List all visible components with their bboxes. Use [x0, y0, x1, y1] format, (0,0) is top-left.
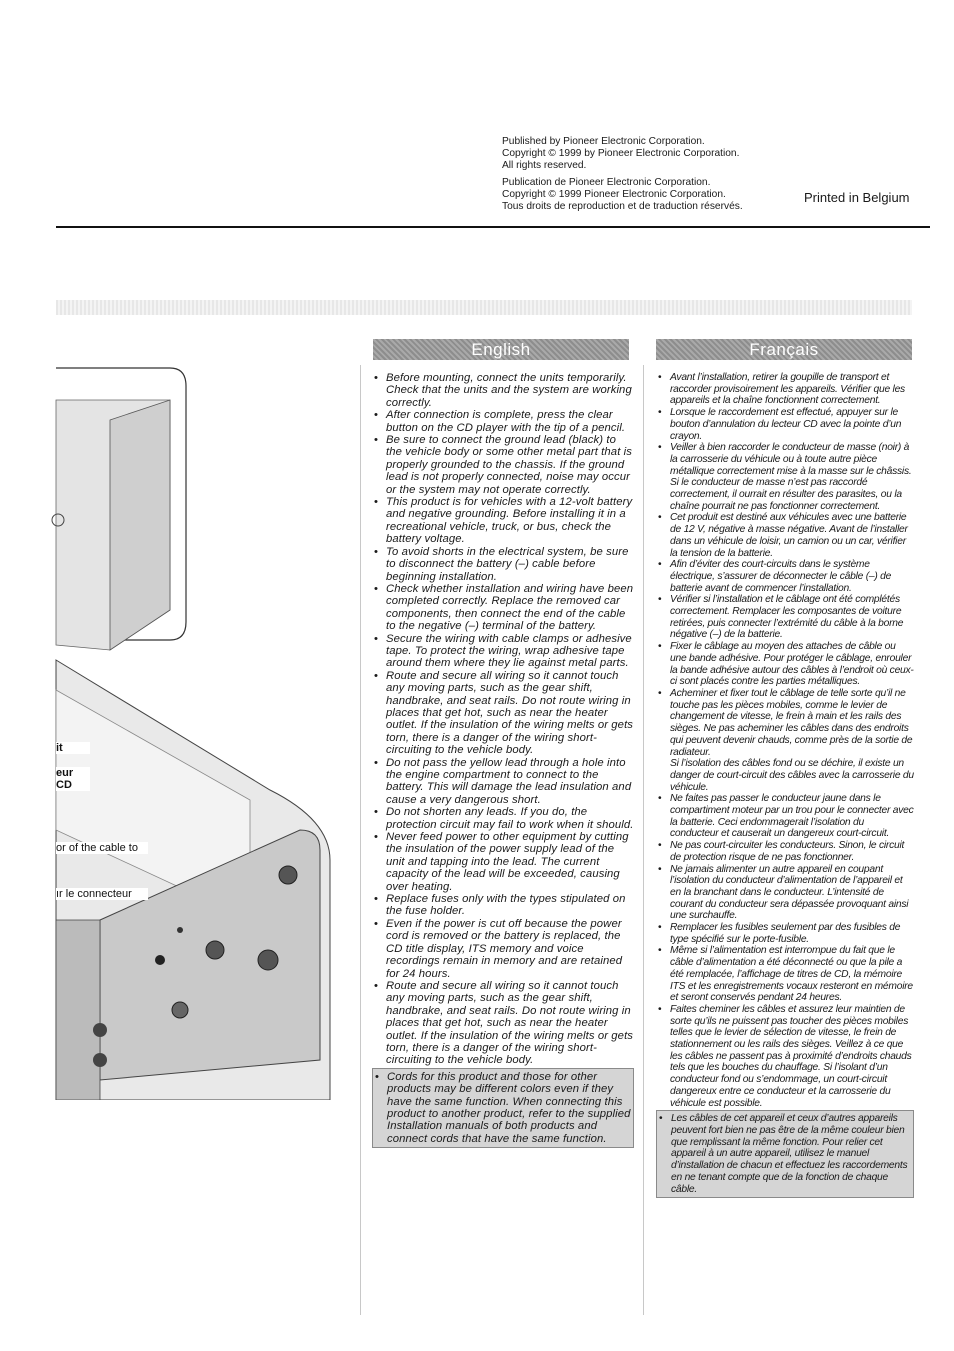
list-item: • To avoid shorts in the electrical system, be sure to disconnect the battery (–) cable before beginning installation.: [372, 546, 634, 583]
list-item: • Route and secure all wiring so it cannot touch any moving parts, such as the gear shift, handbrake, and seat rails. Do not route wiring in places that get hot, such as near the heater outlet. If the insulation of the wiring melts or gets torn, there is a danger of the wiring short-circuiting to the vehicle body.: [372, 670, 634, 757]
list-item: • Afin d’éviter des court-circuits dans le système électrique, s’assurer de déconnecter le câble (–) de batterie avant de commencer l’installation.: [656, 559, 914, 594]
list-item: • Même si l’alimentation est interrompue du fait que le câble d’alimentation a été déconnecté ou que la pile a été remplacée, l’affichage de titres de CD, la mémoire ITS et les enregistrements vocaux resteront en mémoire et seront conservés pendant 24 heures.: [656, 945, 914, 1004]
list-item: • Secure the wiring with cable clamps or adhesive tape. To protect the wiring, wrap adhesive tape around them where they lie against metal parts.: [372, 633, 634, 670]
english-list: [372, 372, 634, 1148]
list-item: • Replace fuses only with the types stipulated on the fuse holder.: [372, 893, 634, 918]
printed-in: Printed in Belgium: [804, 190, 910, 205]
list-item: • Be sure to connect the ground lead (black) to the vehicle body or some other metal part that is properly grounded to the chassis. If the ground lead is not properly connected, noise may occur or the system may not operate correctly.: [372, 434, 634, 496]
publisher-en: Published by Pioneer Electronic Corporation. Copyright © 1999 by Pioneer Electronic Corporation. All rights reserved.: [502, 136, 740, 171]
illus-label-2: eur CD: [56, 767, 90, 791]
section-band: [56, 300, 912, 315]
list-item: • Route and secure all wiring so it cannot touch any moving parts, such as the gear shift, handbrake, and seat rails. Do not route wiring in places that get hot, such as near the heater outlet. If the insulation of the wiring melts or gets torn, there is a danger of the wiring short-circuiting to the vehicle body.: [372, 980, 634, 1067]
list-item: • After connection is complete, press the clear button on the CD player with the tip of a pencil.: [372, 409, 634, 434]
list-item: • Do not shorten any leads. If you do, the protection circuit may fail to work when it should.: [372, 806, 634, 831]
francais-heading: Français: [656, 339, 912, 360]
list-item-extra: Si l’isolation des câbles fond ou se déchire, il existe un danger de court-circuit des câbles avec la carrosserie du véhicule.: [670, 758, 914, 793]
list-item: • Even if the power is cut off because the power cord is removed or the battery is replaced, the CD title display, ITS memory and voice recordings remain in memory and are retained for 24 hours.: [372, 918, 634, 980]
list-item: • Ne faites pas passer le conducteur jaune dans le compartiment moteur par un trou pour le connecter avec la batterie. Ceci endommagerait l’isolation du conducteur et causerait un dangereux court-circuit.: [656, 793, 914, 840]
list-item: • Ne pas court-circuiter les conducteurs. Sinon, le circuit de protection risque de ne pas fonctionner.: [656, 840, 914, 863]
illus-label-4: ır le connecteur: [56, 888, 148, 900]
francais-note: • Les câbles de cet appareil et ceux d’autres appareils peuvent fort bien ne pas être de la même couleur bien que remplissant la même fonction. Pour relier cet appareil à un autre appareil, utilisez le manuel d’installation de chacun et effectuez les raccordements en ne tenant compte que de la fonction de chaque câble.: [656, 1110, 914, 1198]
column-divider-1: [360, 365, 361, 1315]
list-item: • Check whether installation and wiring have been completed correctly. Replace the removed car components, then connect the end of the cable to the negative (–) terminal of the battery.: [372, 583, 634, 633]
list-item: • Vérifier si l’installation et le câblage ont été complétés correctement. Remplacer les composantes de voiture retirées, puis connecter l’extrémité du câble à la borne négative (–) de la batterie.: [656, 594, 914, 641]
publisher-block: [502, 136, 782, 218]
list-item: • Before mounting, connect the units temporarily. Check that the units and the system are working correctly.: [372, 372, 634, 409]
list-item: • Remplacer les fusibles seulement par des fusibles de type spécifié sur le porte-fusible.: [656, 922, 914, 945]
publisher-fr: Publication de Pioneer Electronic Corporation. Copyright © 1999 Pioneer Electronic Corporation. Tous droits de reproduction et de traduction réservés.: [502, 177, 743, 212]
list-item: • This product is for vehicles with a 12-volt battery and negative grounding. Before installing it in a recreational vehicle, truck, or bus, check the battery voltage.: [372, 496, 634, 546]
list-item: • Veiller à bien raccorder le conducteur de masse (noir) à la carrosserie du véhicule ou à toute autre pièce métallique correctement mise à la masse sur le châssis. Si le conducteur de masse n’est pas raccordé correctement, il ourrait en résulter des parasites, ou la chaîne pourrait ne pas fonctionner correctement.: [656, 442, 914, 512]
column-divider-2: [643, 365, 644, 1315]
list-item: • Faites cheminer les câbles et assurez leur maintien de sorte qu’ils ne puissent pas toucher des pièces mobiles telles que le levier de sélection de vitesse, le frein de stationnement ou les rails des sièges. Veillez à ce que les câbles ne passent pas à proximité d’endroits chauds tels que les bouches du chauffage. Si l’isolant d’un conducteur fond ou s’endommage, un court-circuit dangereux entre ce conducteur et la carrosserie du véhicule est possible.: [656, 1004, 914, 1109]
list-item: • Do not pass the yellow lead through a hole into the engine compartment to connect to the battery. This will damage the lead insulation and cause a very dangerous short.: [372, 757, 634, 807]
english-heading: English: [373, 339, 629, 360]
list-item: • Lorsque le raccordement est effectué, appuyer sur le bouton d’annulation du lecteur CD avec la pointe d’un crayon.: [656, 407, 914, 442]
unit-illustration: [0, 360, 340, 1100]
francais-list: [656, 372, 914, 1198]
list-item: • Never feed power to other equipment by cutting the insulation of the power supply lead of the unit and tapping into the lead. The current capacity of the lead will be exceeded, causing over heating.: [372, 831, 634, 893]
list-item: • Acheminer et fixer tout le câblage de telle sorte qu’il ne touche pas les pièces mobiles, comme le levier de changement de vitesse, le frein à main et les rails des sièges. Ne pas acheminer les câbles dans des endroits qui peuvent devenir chauds, comme près de la sortie de radiateur. Si l’isolation des câbles fond ou se déchire, il existe un danger de court-circuit des câbles avec la carrosserie du véhicule.: [656, 688, 914, 793]
list-item: • Avant l’installation, retirer la goupille de transport et raccorder provisoirement les appareils. Vérifier que les appareils et la chaîne fonctionnent correctement.: [656, 372, 914, 407]
illus-label-3: or of the cable to: [56, 842, 148, 854]
header-rule: [56, 226, 930, 228]
illus-label-1: it: [56, 742, 90, 754]
list-item: • Fixer le câblage au moyen des attaches de câble ou une bande adhésive. Pour protéger le câblage, enrouler la bande adhésive autour des câbles à l’endroit où ceux-ci sont placés contre les parties métalliques.: [656, 641, 914, 688]
list-item: • Ne jamais alimenter un autre appareil en coupant l’isolation du conducteur d’alimentation de l’appareil et en la branchant dans le conducteur. L’intensité de courant du conducteur sera dépassée provoquant ainsi une surchauffe.: [656, 864, 914, 923]
english-note: • Cords for this product and those for other products may be different colors even if they have the same function. When connecting this product to another product, refer to the supplied Installation manuals of both products and connect cords that have the same function.: [372, 1068, 634, 1148]
list-item: • Cet produit est destiné aux véhicules avec une batterie de 12 V, négative à masse négative. Avant de l’installer dans un véhicule de loisir, un camion ou un car, vérifier la tension de la batterie.: [656, 512, 914, 559]
